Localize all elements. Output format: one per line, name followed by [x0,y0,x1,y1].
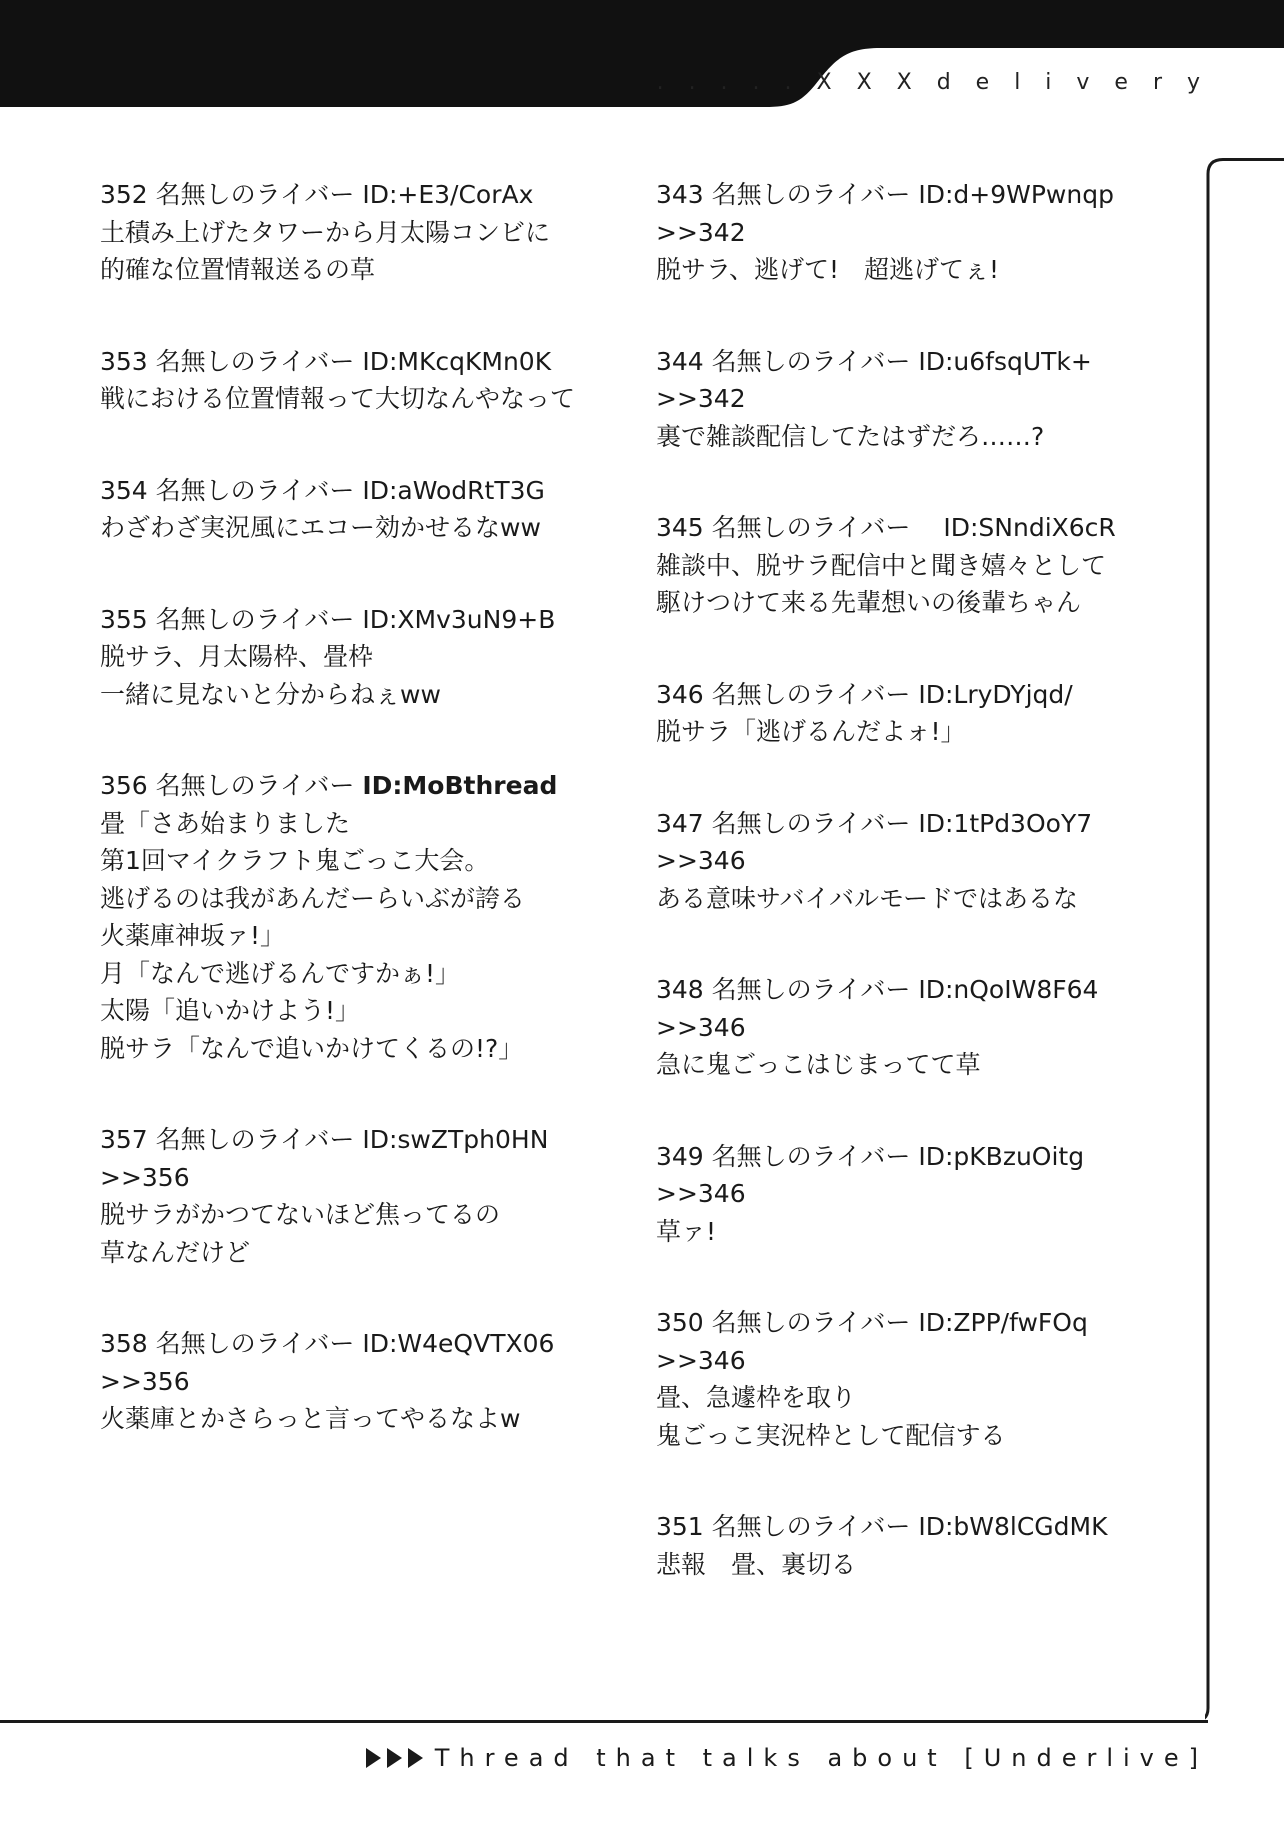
post-line: 草ァ! [656,1216,717,1246]
post-line: 畳「さあ始まりました [100,808,351,838]
post-line: 月「なんで逃げるんですかぁ!」 [100,958,461,988]
post-header: 348 名無しのライバー ID:nQoIW8F64 [656,975,1099,1004]
post-345 [656,509,1176,622]
post-line: 戦における位置情報って大切なんやなって [100,384,576,413]
post-header [100,767,580,805]
post-line: 草なんだけど [100,1237,251,1267]
post-header: 344 名無しのライバー ID:u6fsqUTk+ [656,346,1092,376]
post-line: 第1回マイクラフト鬼ごっこ大会。 [100,846,490,875]
post-line: 土積み上げたタワーから月太陽コンビに [100,217,551,247]
post-line: わざわざ実況風にエコー効かせるなww [100,513,541,542]
post-header: 347 名無しのライバー ID:1tPd3OoY7 [656,808,1093,838]
post-header-text: 356 名無しのライバー [100,771,355,800]
left-column [100,176,580,1438]
running-header: . . . . . X X X d e l i v e r y [656,70,1209,95]
post-354 [100,472,580,547]
running-footer [366,1744,1208,1772]
post-line: 鬼ごっこ実況枠として配信する [656,1420,1006,1450]
post-356 [100,767,580,1067]
post-line: 太陽「追いかけよう!」 [100,996,361,1025]
right-column [656,176,1176,1583]
post-line: >>346 [656,1012,746,1042]
triangle-arrows-icon [366,1748,423,1768]
post-header: 352 名無しのライバー ID:+E3/CorAx [100,180,534,209]
post-header: 354 名無しのライバー ID:aWodRtT3G [100,475,545,505]
post-line: 脱サラがかつてないほど焦ってるの [100,1200,501,1229]
post-header: 346 名無しのライバー ID:LryDYjqd/ [656,679,1073,709]
post-line: 的確な位置情報送るの草 [100,255,376,284]
frame-right-border [1205,158,1284,1723]
post-line: 裏で雑談配信してたはずだろ……? [656,421,1045,451]
post-line: 脱サラ、月太陽枠、畳枠 [100,642,374,671]
post-line: >>346 [656,846,746,875]
post-347 [656,805,1176,918]
post-line: 畳、急遽枠を取り [656,1383,857,1412]
post-line: >>356 [100,1366,190,1396]
poster-id-highlight: ID:MoBthread [362,771,558,800]
post-line: 急に鬼ごっこはじまってて草 [656,1050,981,1079]
post-header: 349 名無しのライバー ID:pKBzuOitg [656,1141,1085,1171]
post-header: 343 名無しのライバー ID:d+9WPwnqp [656,180,1114,209]
post-357 [100,1121,580,1271]
post-line: >>346 [656,1345,746,1375]
post-line: 一緒に見ないと分からねぇww [100,679,441,709]
post-line: >>342 [656,217,746,247]
post-348 [656,971,1176,1084]
post-line: 駆けつけて来る先輩想いの後輩ちゃん [656,588,1082,617]
post-line: 火薬庫神坂ァ!」 [100,921,286,950]
post-header: 351 名無しのライバー ID:bW8lCGdMK [656,1512,1108,1541]
post-line: >>356 [100,1162,190,1192]
post-349 [656,1138,1176,1251]
post-352 [100,176,580,289]
post-351 [656,1508,1176,1583]
post-line: 逃げるのは我があんだーらいぶが誇る [100,883,526,913]
post-line: 雑談中、脱サラ配信中と聞き嬉々として [656,550,1107,580]
post-header: 358 名無しのライバー ID:W4eQVTX06 [100,1329,555,1358]
post-line: 脱サラ「逃げるんだよォ!」 [656,717,966,746]
post-header: 353 名無しのライバー ID:MKcqKMn0K [100,346,552,376]
post-358 [100,1325,580,1438]
post-header: 350 名無しのライバー ID:ZPP/fwFOq [656,1308,1088,1337]
frame-bottom-border [0,1720,1208,1723]
post-header: 345 名無しのライバー ID:SNndiX6cR [656,513,1116,542]
post-line: 火薬庫とかさらっと言ってやるなよw [100,1404,521,1433]
post-header: 357 名無しのライバー ID:swZTph0HN [100,1125,549,1154]
post-343 [656,176,1176,289]
post-line: >>342 [656,384,746,413]
post-346 [656,676,1176,751]
post-line: >>346 [656,1179,746,1208]
post-353 [100,343,580,418]
post-355 [100,601,580,714]
footer-title: Thread that talks about [Underlive] [434,1744,1208,1772]
post-header: 355 名無しのライバー ID:XMv3uN9+B [100,604,556,634]
post-350 [656,1304,1176,1454]
post-line: 悲報 畳、裏切る [656,1549,857,1579]
post-line: 脱サラ「なんで追いかけてくるの!?」 [100,1033,524,1063]
post-line: ある意味サバイバルモードではあるな [656,883,1079,913]
post-344 [656,343,1176,456]
post-line: 脱サラ、逃げて! 超逃げてぇ! [656,255,1000,284]
